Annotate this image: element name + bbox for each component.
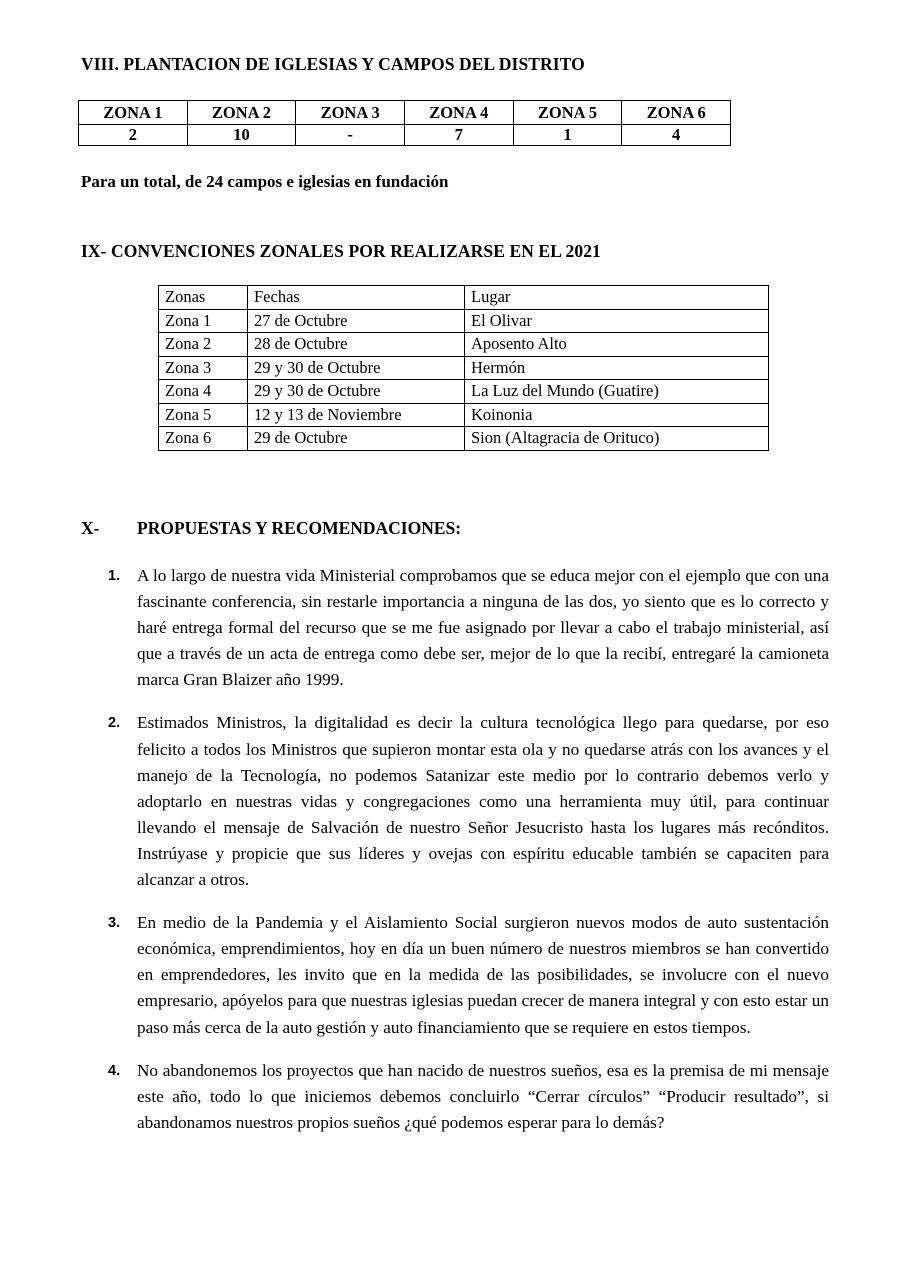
- table-row: [159, 380, 769, 404]
- section-x-numeral: X-: [81, 518, 100, 538]
- column-header-lugar: Lugar: [465, 286, 769, 310]
- column-header-fechas: Fechas: [248, 286, 465, 310]
- table-row: [159, 309, 769, 333]
- cell-lugar: La Luz del Mundo (Guatire): [465, 380, 769, 404]
- total-campos-line: Para un total, de 24 campos e iglesias en fundación: [81, 172, 449, 191]
- list-item: [108, 710, 829, 893]
- cell-lugar: Sion (Altagracia de Orituco): [465, 427, 769, 451]
- cell-zona: Zona 6: [159, 427, 248, 451]
- table-row-counts: [79, 125, 731, 146]
- zona-count-cell: 10: [187, 125, 296, 146]
- section-x-heading: [81, 518, 461, 539]
- zona-header-cell: ZONA 6: [622, 101, 731, 125]
- cell-fecha: 29 y 30 de Octubre: [248, 380, 465, 404]
- cell-zona: Zona 5: [159, 403, 248, 427]
- cell-fecha: 27 de Octubre: [248, 309, 465, 333]
- list-item-marker: 2.: [108, 715, 121, 732]
- list-item-text: No abandonemos los proyectos que han nacido de nuestros sueños, esa es la premisa de mi mensaje este año, todo lo que iniciemos debemos concluirlo “Cerrar círculos” “Producir resultado”, si abandonamos nuestros propios sueños ¿qué podemos esperar para lo demás?: [137, 1060, 829, 1132]
- list-item-text: Estimados Ministros, la digitalidad es decir la cultura tecnológica llego para quedarse, por eso felicito a todos los Ministros que supieron montar esta ola y no quedarse atrás con los avances y el manejo de la Tecnología, no podemos Satanizar este medio por lo contrario debemos verlo y adoptarlo en nuestras vidas y congregaciones como una herramienta muy útil, para continuar llevando el mensaje de Salvación de nuestro Señor Jesucristo hasta los lugares más recónditos. Instrúyase y propicie que sus líderes y ovejas con espíritu educable también se capaciten para alcanzar a otros.: [137, 713, 829, 890]
- cell-zona: Zona 3: [159, 356, 248, 380]
- table-row: [159, 427, 769, 451]
- list-item: [108, 1058, 829, 1136]
- table-row-headers: [159, 286, 769, 310]
- zona-count-cell: 1: [513, 125, 622, 146]
- table-row: [159, 333, 769, 357]
- table-row: [159, 356, 769, 380]
- cell-fecha: 12 y 13 de Noviembre: [248, 403, 465, 427]
- cell-fecha: 29 de Octubre: [248, 427, 465, 451]
- zona-count-cell: 2: [79, 125, 188, 146]
- cell-zona: Zona 1: [159, 309, 248, 333]
- zona-header-cell: ZONA 4: [404, 101, 513, 125]
- section-ix-heading: IX- CONVENCIONES ZONALES POR REALIZARSE EN EL 2021: [81, 241, 601, 261]
- propuestas-list: [108, 563, 829, 1153]
- cell-zona: Zona 2: [159, 333, 248, 357]
- zona-header-cell: ZONA 2: [187, 101, 296, 125]
- zona-header-cell: ZONA 5: [513, 101, 622, 125]
- cell-fecha: 29 y 30 de Octubre: [248, 356, 465, 380]
- list-item-marker: 4.: [108, 1062, 121, 1079]
- section-x-title: PROPUESTAS Y RECOMENDACIONES:: [137, 518, 462, 538]
- list-item-marker: 1.: [108, 568, 121, 584]
- zona-count-cell: -: [296, 125, 405, 146]
- list-item-text: A lo largo de nuestra vida Ministerial comprobamos que se educa mejor con el ejemplo que con una fascinante conferencia, sin restarle importancia a ninguna de las dos, yo siento que es lo correcto y haré entrega formal del recurso que se me fue asignado por llevar a cabo el trabajo ministerial, así que a través de un acta de entrega como debe ser, mejor de lo que la recibí, entregaré la camioneta marca Gran Blaizer año 1999.: [137, 566, 829, 690]
- zona-header-cell: ZONA 3: [296, 101, 405, 125]
- cell-fecha: 28 de Octubre: [248, 333, 465, 357]
- convenciones-zonales-table: [158, 285, 769, 451]
- zonas-counts-table: [78, 100, 731, 146]
- zona-header-cell: ZONA 1: [79, 101, 188, 125]
- cell-lugar: Koinonia: [465, 403, 769, 427]
- cell-lugar: Hermón: [465, 356, 769, 380]
- zona-count-cell: 4: [622, 125, 731, 146]
- cell-lugar: Aposento Alto: [465, 333, 769, 357]
- list-item: [108, 910, 829, 1040]
- list-item-text: En medio de la Pandemia y el Aislamiento Social surgieron nuevos modos de auto sustentación económica, emprendimientos, hoy en día un buen número de nuestros miembros se han convertido en emprendedores, les invito que en la medida de las posibilidades, se involucre con el nuevo empresario, apóyelos para que nuestras iglesias puedan crecer de manera integral y con esto estar un paso más cerca de la auto gestión y auto financiamiento que se requiere en estos tiempos.: [137, 913, 829, 1037]
- zona-count-cell: 7: [404, 125, 513, 146]
- list-item: [108, 563, 829, 693]
- cell-lugar: El Olivar: [465, 309, 769, 333]
- table-row-headers: [79, 101, 731, 125]
- column-header-zonas: Zonas: [159, 286, 248, 310]
- list-item-marker: 3.: [108, 915, 121, 932]
- cell-zona: Zona 4: [159, 380, 248, 404]
- section-viii-heading: VIII. PLANTACION DE IGLESIAS Y CAMPOS DEL DISTRITO: [81, 54, 585, 74]
- table-row: [159, 403, 769, 427]
